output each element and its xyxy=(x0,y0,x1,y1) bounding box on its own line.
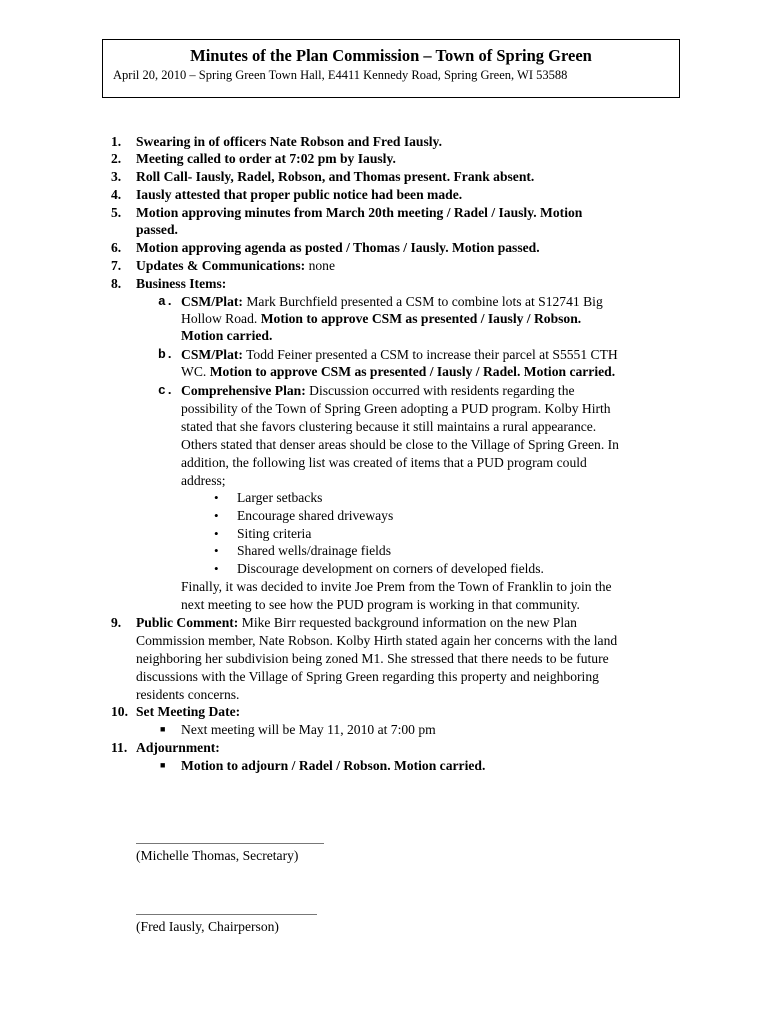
item-label: Set Meeting Date: xyxy=(136,704,241,719)
subitem-marker: a. xyxy=(158,294,174,309)
item-number: 9. xyxy=(111,615,122,630)
bullet-icon: • xyxy=(214,543,219,558)
item-number: 7. xyxy=(111,258,122,273)
item-text: Motion approving minutes from March 20th meeting / Radel / Iausly. Motion xyxy=(136,205,583,220)
paragraph-line: addition, the following list was created of items that a PUD program could xyxy=(181,455,587,470)
item-number: 8. xyxy=(111,276,122,291)
item-text: Motion approving agenda as posted / Thomas / Iausly. Motion passed. xyxy=(136,240,540,255)
item-text-continued: passed. xyxy=(136,222,178,237)
paragraph-line: residents concerns. xyxy=(136,687,240,702)
subitem-text xyxy=(181,293,603,310)
motion-text: Motion to approve CSM as presented / Iausly / Radel. Motion carried. xyxy=(209,364,616,379)
subitem-body: WC. xyxy=(181,364,207,379)
subitem-label: Comprehensive Plan: xyxy=(181,383,306,398)
item-label: Business Items: xyxy=(136,276,227,291)
item-text xyxy=(136,257,335,274)
list-item: Larger setbacks xyxy=(237,490,323,505)
list-item: Shared wells/drainage fields xyxy=(237,543,392,558)
item-value: none xyxy=(308,258,336,273)
paragraph-line: Others stated that denser areas should be close to the Village of Spring Green. In xyxy=(181,437,619,452)
list-item: Discourage development on corners of developed fields. xyxy=(237,561,544,576)
item-number: 3. xyxy=(111,169,122,184)
subitem-text xyxy=(181,310,581,327)
bullet-icon: • xyxy=(214,508,219,523)
subitem-body: Discussion occurred with residents regarding the xyxy=(309,383,575,398)
subitem-text xyxy=(181,363,615,380)
list-item: Siting criteria xyxy=(237,526,312,541)
motion-text: Motion carried. xyxy=(181,328,273,343)
item-number: 6. xyxy=(111,240,122,255)
item-body: Mike Birr requested background information on the new Plan xyxy=(241,615,577,630)
paragraph-line: Finally, it was decided to invite Joe Prem from the Town of Franklin to join the xyxy=(181,579,612,594)
square-bullet-icon: ■ xyxy=(160,760,166,770)
item-number: 2. xyxy=(111,151,122,166)
item-label: Public Comment: xyxy=(136,615,239,630)
item-text: Meeting called to order at 7:02 pm by Iausly. xyxy=(136,151,396,166)
bullet-icon: • xyxy=(214,561,219,576)
paragraph-line: possibility of the Town of Spring Green adopting a PUD program. Kolby Hirth xyxy=(181,401,611,416)
chair-signature: (Fred Iausly, Chairperson) xyxy=(136,919,279,934)
item-number: 1. xyxy=(111,134,122,149)
secretary-signature: (Michelle Thomas, Secretary) xyxy=(136,848,299,863)
subitem-text xyxy=(181,382,575,399)
item-text xyxy=(136,614,577,631)
item-number: 5. xyxy=(111,205,122,220)
paragraph-line: neighboring her subdivision being zoned M1. She stressed that there needs to be future xyxy=(136,651,609,666)
paragraph-line: stated that she favors clustering because it still maintains a rural appearance. xyxy=(181,419,597,434)
list-item: Next meeting will be May 11, 2010 at 7:00 pm xyxy=(181,722,436,737)
header-box xyxy=(102,39,680,98)
item-label: Updates & Communications: xyxy=(136,258,306,273)
paragraph-line: next meeting to see how the PUD program is working in that community. xyxy=(181,597,580,612)
item-number: 10. xyxy=(111,704,128,719)
subitem-label: CSM/Plat: xyxy=(181,294,243,309)
bullet-icon: • xyxy=(214,490,219,505)
page-title: Minutes of the Plan Commission – Town of Spring Green xyxy=(190,46,592,65)
paragraph-line: Commission member, Nate Robson. Kolby Hirth stated again her concerns with the land xyxy=(136,633,618,648)
item-text: Swearing in of officers Nate Robson and Fred Iausly. xyxy=(136,134,442,149)
paragraph-line: discussions with the Village of Spring Green regarding this property and neighboring xyxy=(136,669,599,684)
list-item: Encourage shared driveways xyxy=(237,508,394,523)
square-bullet-icon: ■ xyxy=(160,724,166,734)
subitem-marker: c. xyxy=(158,383,174,398)
subitem-text xyxy=(181,346,618,363)
motion-text: Motion to approve CSM as presented / Iausly / Robson. xyxy=(260,311,582,326)
subitem-marker: b. xyxy=(158,347,174,362)
subitem-body: Hollow Road. xyxy=(181,311,258,326)
meeting-date-location: April 20, 2010 – Spring Green Town Hall, E4411 Kennedy Road, Spring Green, WI 53588 xyxy=(113,68,568,82)
paragraph-line: address; xyxy=(181,473,226,488)
subitem-body: Todd Feiner presented a CSM to increase their parcel at S5551 CTH xyxy=(246,347,618,362)
subitem-label: CSM/Plat: xyxy=(181,347,243,362)
item-text: Iausly attested that proper public notice had been made. xyxy=(136,187,463,202)
item-label: Adjournment: xyxy=(136,740,220,755)
item-text: Roll Call- Iausly, Radel, Robson, and Thomas present. Frank absent. xyxy=(136,169,535,184)
signature-line xyxy=(136,843,324,844)
subitem-body: Mark Burchfield presented a CSM to combine lots at S12741 Big xyxy=(246,294,603,309)
bullet-icon: • xyxy=(214,526,219,541)
item-number: 11. xyxy=(111,740,128,755)
list-item: Motion to adjourn / Radel / Robson. Motion carried. xyxy=(181,758,486,773)
item-number: 4. xyxy=(111,187,122,202)
signature-line xyxy=(136,914,317,915)
